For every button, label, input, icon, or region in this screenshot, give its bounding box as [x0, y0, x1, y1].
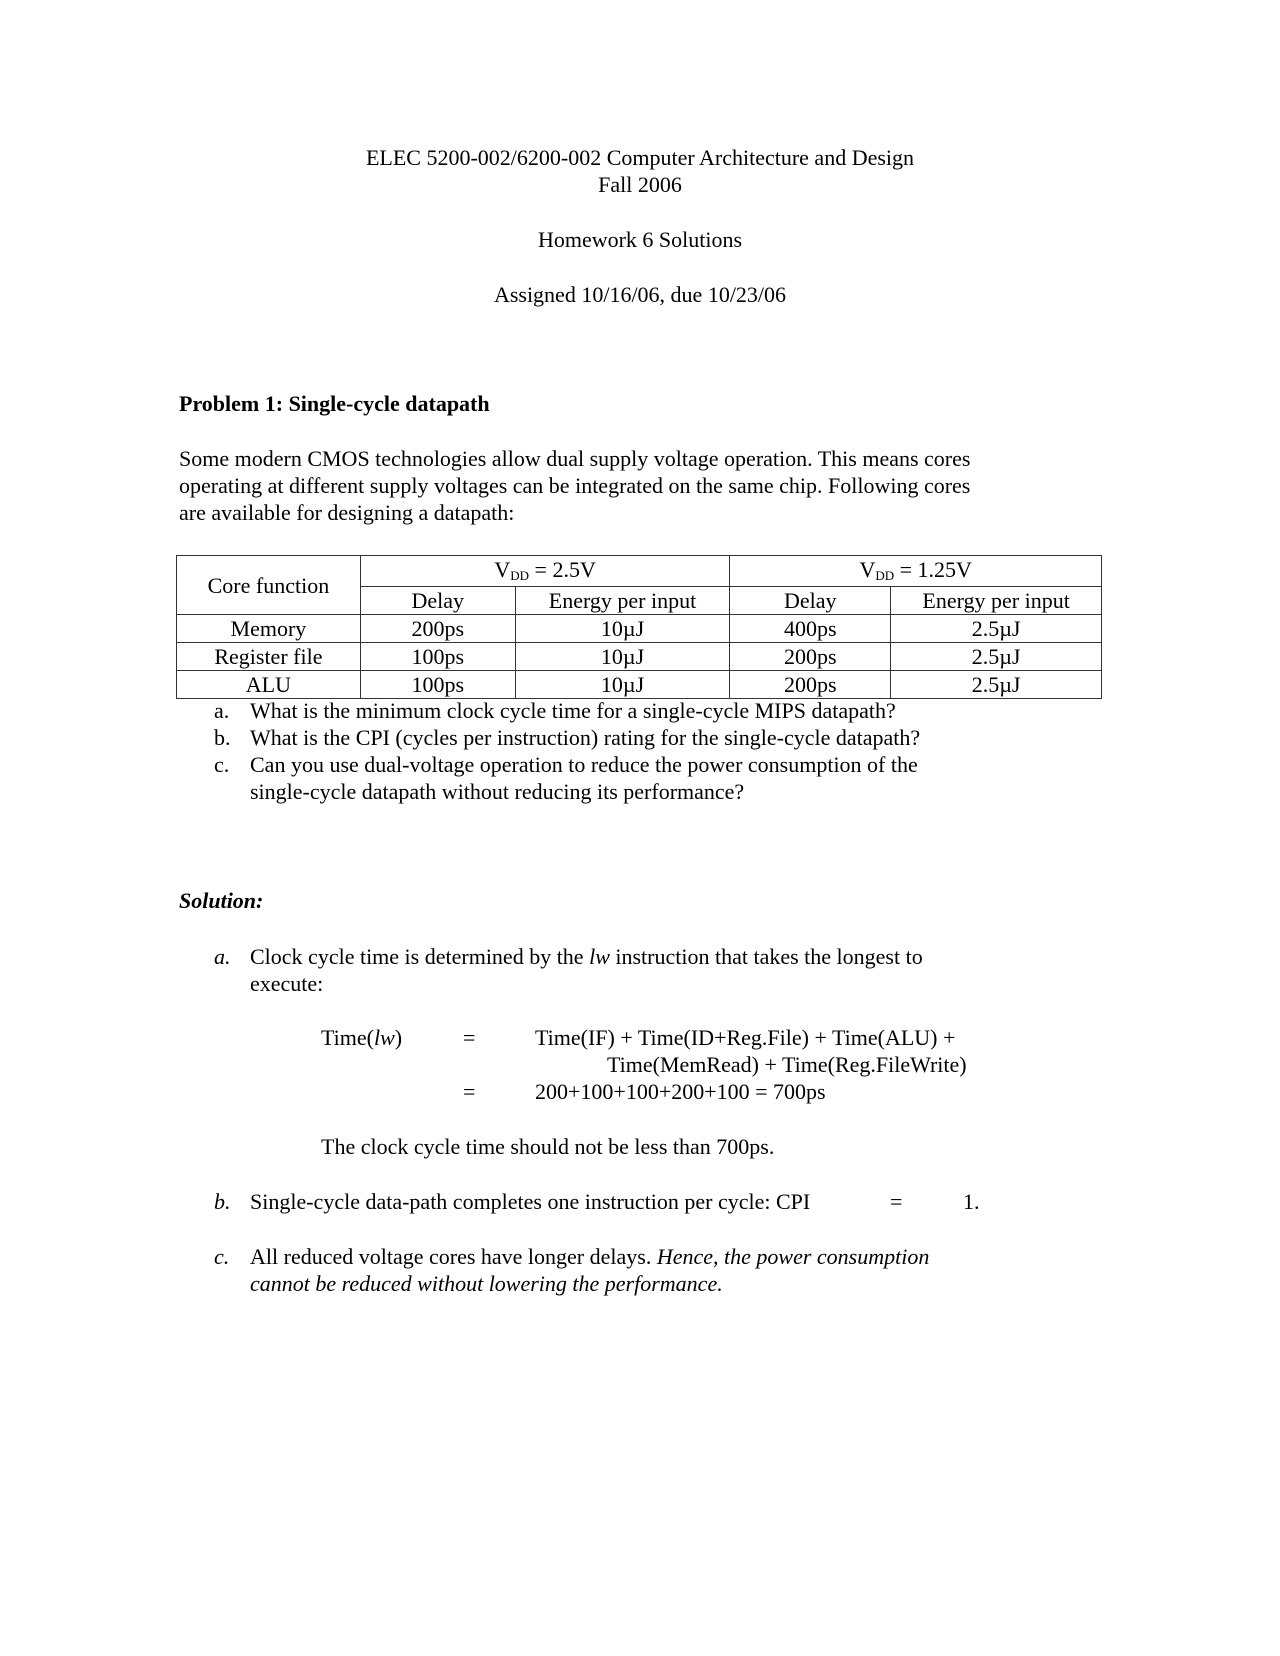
table-row — [177, 643, 1102, 671]
cell: 100ps — [360, 643, 515, 671]
solution-a-marker: a. — [214, 944, 231, 969]
question-a-marker: a. — [214, 698, 230, 723]
cell: 400ps — [730, 615, 891, 643]
assignment-dates: Assigned 10/16/06, due 10/23/06 — [493, 282, 787, 307]
subheader-energy: Energy per input — [515, 587, 730, 615]
course-title: ELEC 5200-002/6200-002 Computer Architecture and Design — [365, 145, 915, 170]
intro-line-1: Some modern CMOS technologies allow dual supply voltage operation. This means cores — [179, 446, 971, 471]
problem-heading: Problem 1: Single-cycle datapath — [179, 391, 490, 416]
cell: 200ps — [730, 671, 891, 699]
header-core-function: Core function — [177, 556, 361, 615]
solution-c-line-1: All reduced voltage cores have longer delays. Hence, the power consumption — [250, 1244, 930, 1269]
document-title: Homework 6 Solutions — [537, 227, 743, 252]
cpi-value: 1. — [963, 1189, 980, 1214]
question-c-marker: c. — [214, 752, 230, 777]
cell: 2.5µJ — [891, 671, 1102, 699]
solution-heading: Solution: — [179, 888, 264, 913]
equation-line-2: Time(MemRead) + Time(Reg.FileWrite) — [607, 1052, 967, 1077]
intro-line-2: operating at different supply voltages can be integrated on the same chip. Following cores — [179, 473, 971, 498]
solution-b-text: Single-cycle data-path completes one instruction per cycle: CPI — [250, 1189, 811, 1214]
solution-a-line-1: Clock cycle time is determined by the lw instruction that takes the longest to — [250, 944, 923, 969]
term: Fall 2006 — [598, 172, 682, 197]
cell: Register file — [177, 643, 361, 671]
cell: 2.5µJ — [891, 615, 1102, 643]
cell: 100ps — [360, 671, 515, 699]
cell: Memory — [177, 615, 361, 643]
cell: 10µJ — [515, 615, 730, 643]
question-c-line-2: single-cycle datapath without reducing its performance? — [250, 779, 745, 804]
equals-sign: = — [890, 1189, 903, 1214]
solution-a-conclusion: The clock cycle time should not be less than 700ps. — [321, 1134, 775, 1159]
header-vdd-2-5: $V_{DD} = 2.5V$ — [360, 556, 730, 587]
subheader-energy: Energy per input — [891, 587, 1102, 615]
equation-lhs: Time(lw) — [321, 1025, 403, 1050]
cores-table — [176, 555, 1102, 699]
header-vdd-1-25: $V_{DD} = 1.25V$ — [730, 556, 1102, 587]
solution-c-marker: c. — [214, 1244, 230, 1269]
solution-c-line-2: cannot be reduced without lowering the performance. — [250, 1271, 723, 1296]
cell: ALU — [177, 671, 361, 699]
equals-sign: = — [463, 1025, 476, 1050]
solution-b-marker: b. — [214, 1189, 231, 1214]
intro-line-3: are available for designing a datapath: — [179, 500, 515, 525]
question-b-marker: b. — [214, 725, 231, 750]
cell: 200ps — [360, 615, 515, 643]
equation-line-1: Time(IF) + Time(ID+Reg.File) + Time(ALU) + — [535, 1025, 956, 1050]
equation-line-3: 200+100+100+200+100 = 700ps — [535, 1079, 826, 1104]
question-a: What is the minimum clock cycle time for a single-cycle MIPS datapath? — [250, 698, 896, 723]
cell: 10µJ — [515, 671, 730, 699]
question-b: What is the CPI (cycles per instruction) rating for the single-cycle datapath? — [250, 725, 921, 750]
subheader-delay: Delay — [730, 587, 891, 615]
subheader-delay: Delay — [360, 587, 515, 615]
table-row — [177, 671, 1102, 699]
cell: 200ps — [730, 643, 891, 671]
cell: 2.5µJ — [891, 643, 1102, 671]
solution-a-line-2: execute: — [250, 971, 324, 996]
cell: 10µJ — [515, 643, 730, 671]
question-c-line-1: Can you use dual-voltage operation to reduce the power consumption of the — [250, 752, 918, 777]
table-row — [177, 615, 1102, 643]
equals-sign: = — [463, 1079, 476, 1104]
